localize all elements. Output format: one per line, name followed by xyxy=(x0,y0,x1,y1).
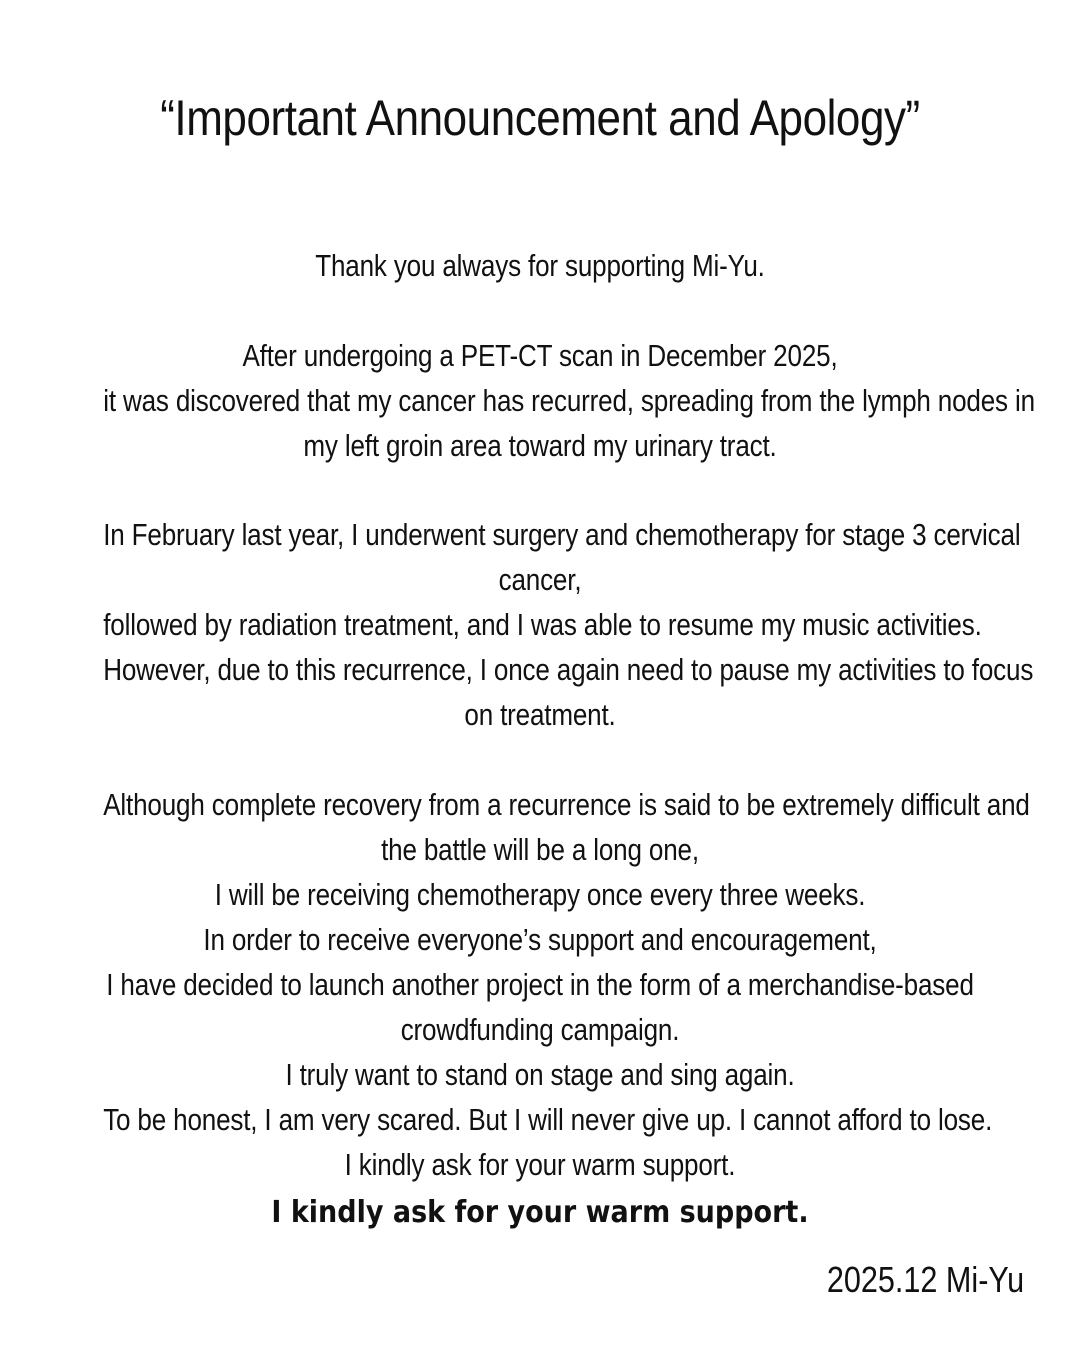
paragraph-line: After undergoing a PET-CT scan in December 2025, xyxy=(242,338,838,373)
paragraph-line: Thank you always for supporting Mi-Yu. xyxy=(315,248,765,283)
signature: 2025.12 Mi-Yu xyxy=(826,1259,1024,1300)
paragraph-line: cancer, xyxy=(498,562,582,597)
paragraph-line: In order to receive everyone’s support and encouragement, xyxy=(203,922,877,957)
paragraph-line: my left groin area toward my urinary tract. xyxy=(303,428,777,463)
paragraph-line: crowdfunding campaign. xyxy=(400,1012,680,1047)
paragraph-line: it was discovered that my cancer has recurred, spreading from the lymph nodes in xyxy=(103,383,1035,418)
paragraph-line: However, due to this recurrence, I once again need to pause my activities to focus xyxy=(103,652,1034,687)
paragraph-plan xyxy=(103,782,1030,1187)
paragraph-diagnosis xyxy=(103,333,1035,468)
paragraph-line: on treatment. xyxy=(464,697,616,732)
paragraph-line: Although complete recovery from a recurrence is said to be extremely difficult and xyxy=(103,787,1030,822)
paragraph-history xyxy=(103,512,1034,737)
paragraph-line: In February last year, I underwent surgery and chemotherapy for stage 3 cervical xyxy=(103,517,1021,552)
paragraph-thanks xyxy=(103,243,977,288)
page-title: “Important Announcement and Apology” xyxy=(160,90,920,146)
paragraph-line: I truly want to stand on stage and sing again. xyxy=(285,1057,795,1092)
paragraph-line: the battle will be a long one, xyxy=(381,832,699,867)
paragraph-line: To be honest, I am very scared. But I will never give up. I cannot afford to lose. xyxy=(103,1102,993,1137)
paragraph-line: I kindly ask for your warm support. xyxy=(344,1147,736,1182)
paragraph-line: I have decided to launch another project in the form of a merchandise-based xyxy=(106,967,974,1002)
paragraph-line: followed by radiation treatment, and I was able to resume my music activities. xyxy=(103,607,982,642)
closing-bold-line: I kindly ask for your warm support. xyxy=(271,1195,809,1230)
paragraph-line: I will be receiving chemotherapy once every three weeks. xyxy=(214,877,866,912)
